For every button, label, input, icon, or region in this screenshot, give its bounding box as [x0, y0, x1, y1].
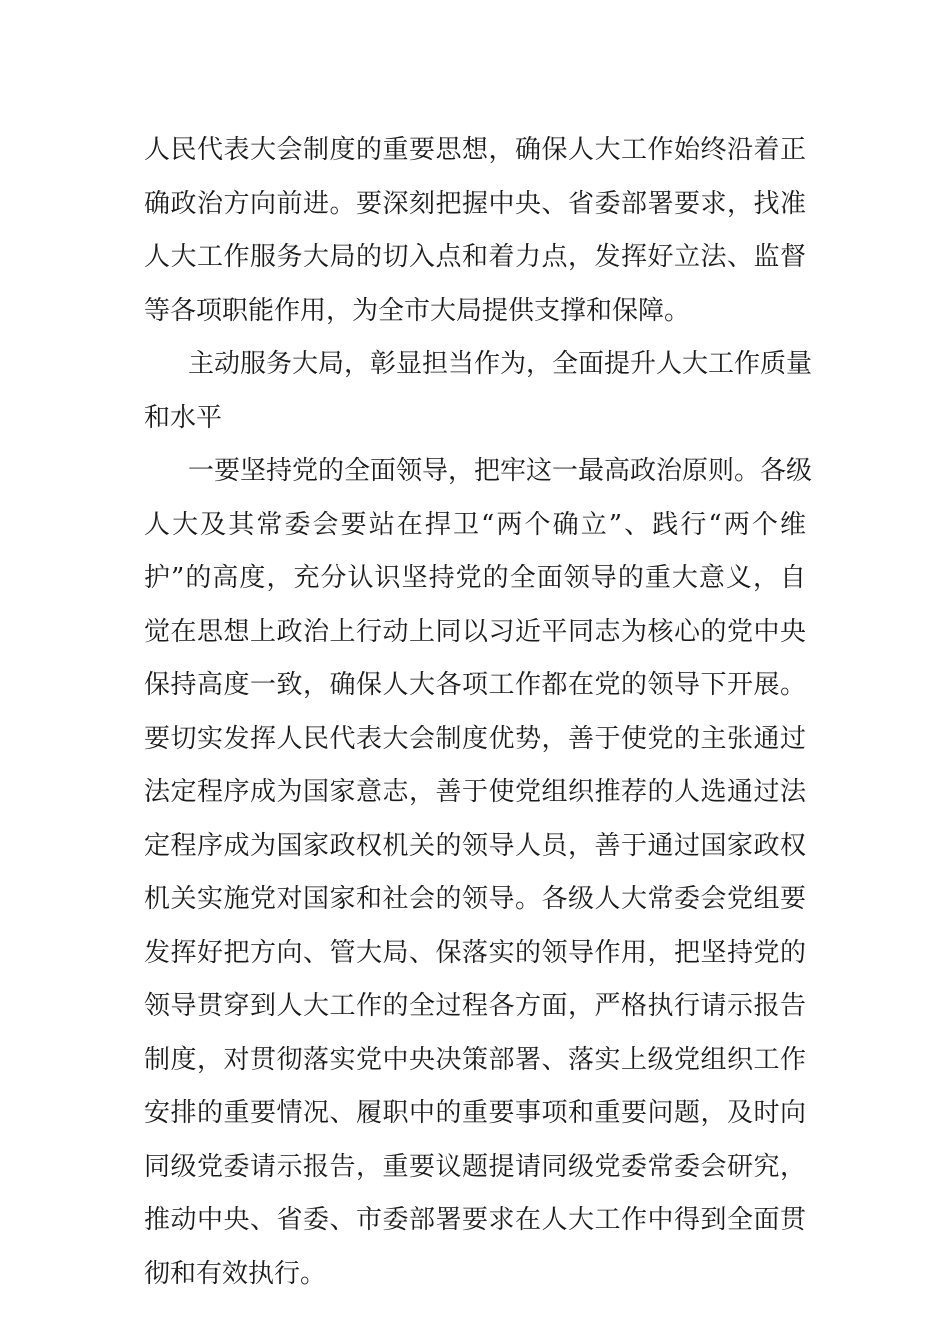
text-line: 领导贯穿到人大工作的全过程各方面，严格执行请示报告: [144, 991, 806, 1021]
text-line: 人大及其常委会要站在捍卫“两个确立”、践行“两个维: [144, 509, 806, 540]
text-line: 推动中央、省委、市委部署要求在人大工作中得到全面贯: [144, 1205, 806, 1235]
text-line: 确政治方向前进。要深刻把握中央、省委部署要求，找准: [144, 188, 806, 219]
text-line: 机关实施党对国家和社会的领导。各级人大常委会党组要: [144, 884, 806, 914]
text-line: 一要坚持党的全面领导，把牢这一最高政治原则。各级: [188, 456, 813, 486]
text-line: 发挥好把方向、管大局、保落实的领导作用，把坚持党的: [144, 937, 806, 968]
text-line: 安排的重要情况、履职中的重要事项和重要问题，及时向: [144, 1098, 806, 1128]
text-line: 要切实发挥人民代表大会制度优势，善于使党的主张通过: [144, 723, 806, 754]
text-line: 人大工作服务大局的切入点和着力点，发挥好立法、监督: [144, 242, 806, 272]
heading-line: 主动服务大局，彰显担当作为，全面提升人大工作质量: [188, 349, 813, 379]
paragraph-1: [144, 124, 806, 338]
text-line: 彻和有效执行。: [144, 1258, 327, 1289]
paragraph-2: [144, 445, 813, 1301]
text-line: 护”的高度，充分认识坚持党的全面领导的重大意义，自: [144, 563, 806, 593]
text-line: 法定程序成为国家意志，善于使党组织推荐的人选通过法: [144, 777, 806, 807]
text-line: 保持高度一致，确保人大各项工作都在党的领导下开展。: [144, 670, 806, 700]
document-body: [144, 124, 813, 1301]
heading-line: 和水平: [144, 402, 223, 433]
text-line: 人民代表大会制度的重要思想，确保人大工作始终沿着正: [144, 135, 806, 165]
text-line: 同级党委请示报告，重要议题提请同级党委常委会研究，: [144, 1151, 806, 1182]
text-line: 制度，对贯彻落实党中央决策部署、落实上级党组织工作: [144, 1044, 806, 1075]
text-line: 等各项职能作用，为全市大局提供支撑和保障。: [144, 295, 691, 326]
text-line: 定程序成为国家政权机关的领导人员，善于通过国家政权: [144, 830, 806, 861]
section-heading: [144, 338, 813, 445]
text-line: 觉在思想上政治上行动上同以习近平同志为核心的党中央: [144, 616, 806, 647]
